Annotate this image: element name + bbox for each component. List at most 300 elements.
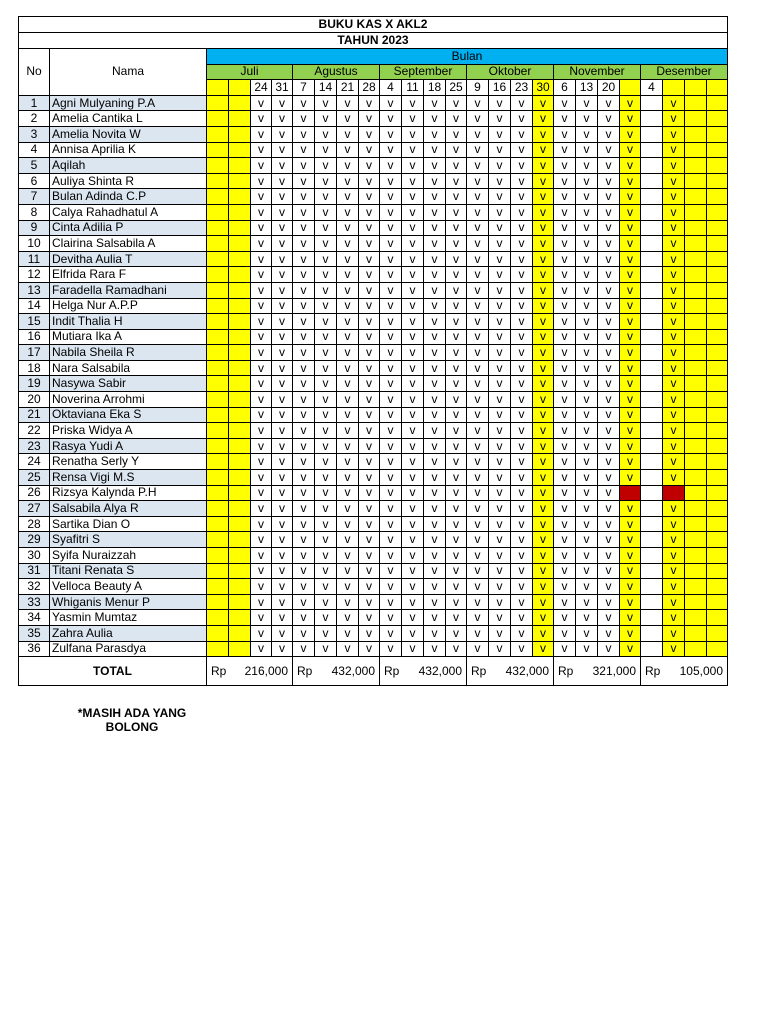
empty-cell <box>207 470 229 486</box>
payment-check: v <box>598 516 620 532</box>
payment-check: v <box>576 501 598 517</box>
payment-check: v <box>293 189 315 205</box>
payment-check: v <box>293 407 315 423</box>
date-header: 23 <box>511 80 533 96</box>
payment-check: v <box>402 251 424 267</box>
payment-check: v <box>533 360 554 376</box>
payment-check: v <box>576 345 598 361</box>
payment-check: v <box>533 267 554 283</box>
payment-check: v <box>576 579 598 595</box>
payment-check: v <box>424 158 446 174</box>
payment-check: v <box>663 314 685 330</box>
table-row <box>19 392 728 408</box>
payment-check: v <box>576 423 598 439</box>
student-name: Salsabila Alya R <box>50 501 207 517</box>
payment-check: v <box>489 126 511 142</box>
date-header: 6 <box>554 80 576 96</box>
row-number: 20 <box>19 392 50 408</box>
empty-cell <box>641 516 663 532</box>
empty-cell <box>707 126 728 142</box>
payment-check: v <box>489 111 511 127</box>
empty-cell <box>685 267 707 283</box>
empty-cell <box>641 111 663 127</box>
row-number: 31 <box>19 563 50 579</box>
student-name: Devitha Aulia T <box>50 251 207 267</box>
empty-cell <box>685 407 707 423</box>
payment-check: v <box>467 641 489 657</box>
payment-check: v <box>663 548 685 564</box>
payment-check: v <box>359 329 380 345</box>
payment-check: v <box>337 267 359 283</box>
payment-check: v <box>620 282 641 298</box>
payment-check: v <box>467 485 489 501</box>
payment-check: v <box>511 579 533 595</box>
payment-check: v <box>620 532 641 548</box>
payment-check: v <box>620 454 641 470</box>
payment-check: v <box>272 251 293 267</box>
payment-check: v <box>380 298 402 314</box>
payment-check: v <box>511 204 533 220</box>
payment-check: v <box>293 360 315 376</box>
student-name: Velloca Beauty A <box>50 579 207 595</box>
payment-check: v <box>620 267 641 283</box>
payment-check: v <box>446 126 467 142</box>
payment-check: v <box>272 189 293 205</box>
payment-check: v <box>576 95 598 111</box>
payment-check: v <box>598 470 620 486</box>
payment-check: v <box>402 579 424 595</box>
empty-cell <box>685 470 707 486</box>
payment-check: v <box>598 126 620 142</box>
payment-check: v <box>380 126 402 142</box>
payment-check: v <box>446 251 467 267</box>
payment-check: v <box>533 158 554 174</box>
payment-check: v <box>533 548 554 564</box>
payment-check: v <box>663 501 685 517</box>
payment-check: v <box>663 360 685 376</box>
empty-cell <box>229 423 251 439</box>
payment-check: v <box>272 610 293 626</box>
payment-check: v <box>554 470 576 486</box>
payment-check: v <box>489 423 511 439</box>
payment-check: v <box>533 111 554 127</box>
empty-cell <box>207 454 229 470</box>
payment-check: v <box>467 126 489 142</box>
payment-check: v <box>467 360 489 376</box>
empty-cell <box>229 579 251 595</box>
payment-check: v <box>576 267 598 283</box>
empty-cell <box>685 345 707 361</box>
payment-check: v <box>467 423 489 439</box>
payment-check: v <box>511 158 533 174</box>
payment-check: v <box>251 298 272 314</box>
payment-check: v <box>620 298 641 314</box>
student-name: Rensa Vigi M.S <box>50 470 207 486</box>
row-number: 30 <box>19 548 50 564</box>
payment-check: v <box>402 454 424 470</box>
empty-cell <box>229 282 251 298</box>
payment-check: v <box>554 516 576 532</box>
payment-check: v <box>554 376 576 392</box>
header-no: No <box>19 49 50 96</box>
payment-check: v <box>446 594 467 610</box>
payment-check: v <box>598 454 620 470</box>
payment-check: v <box>620 189 641 205</box>
empty-cell <box>641 625 663 641</box>
payment-check: v <box>272 485 293 501</box>
payment-check: v <box>663 438 685 454</box>
payment-check: v <box>598 173 620 189</box>
payment-check: v <box>620 204 641 220</box>
payment-check: v <box>663 625 685 641</box>
empty-cell <box>707 454 728 470</box>
payment-check: v <box>511 501 533 517</box>
payment-check: v <box>315 282 337 298</box>
payment-check: v <box>576 392 598 408</box>
payment-check: v <box>293 158 315 174</box>
payment-check: v <box>315 438 337 454</box>
table-row <box>19 314 728 330</box>
empty-cell <box>207 298 229 314</box>
payment-check: v <box>293 610 315 626</box>
table-row <box>19 360 728 376</box>
empty-cell <box>707 220 728 236</box>
student-name: Helga Nur A.P.P <box>50 298 207 314</box>
empty-cell <box>207 563 229 579</box>
payment-check: v <box>380 220 402 236</box>
empty-cell <box>685 641 707 657</box>
payment-check: v <box>467 189 489 205</box>
payment-check: v <box>315 454 337 470</box>
payment-check: v <box>315 423 337 439</box>
empty-cell <box>685 142 707 158</box>
payment-check: v <box>272 376 293 392</box>
payment-check: v <box>337 563 359 579</box>
payment-check: v <box>315 392 337 408</box>
empty-cell <box>707 392 728 408</box>
payment-check: v <box>467 594 489 610</box>
payment-check: v <box>598 376 620 392</box>
payment-check: v <box>380 610 402 626</box>
empty-cell <box>707 329 728 345</box>
empty-cell <box>707 423 728 439</box>
payment-check: v <box>359 392 380 408</box>
payment-check: v <box>554 220 576 236</box>
row-number: 27 <box>19 501 50 517</box>
table-row <box>19 189 728 205</box>
payment-check: v <box>620 501 641 517</box>
empty-cell <box>707 251 728 267</box>
payment-check: v <box>620 438 641 454</box>
empty-cell <box>207 516 229 532</box>
payment-check: v <box>576 548 598 564</box>
month-header: Juli <box>207 64 293 80</box>
payment-check: v <box>598 158 620 174</box>
payment-check: v <box>511 360 533 376</box>
payment-check: v <box>424 236 446 252</box>
empty-cell <box>641 392 663 408</box>
empty-cell <box>641 282 663 298</box>
payment-check: v <box>402 625 424 641</box>
payment-check: v <box>359 158 380 174</box>
month-header: September <box>380 64 467 80</box>
payment-check: v <box>511 236 533 252</box>
payment-check: v <box>446 516 467 532</box>
table-row <box>19 610 728 626</box>
payment-check: v <box>554 594 576 610</box>
row-number: 13 <box>19 282 50 298</box>
payment-check: v <box>337 532 359 548</box>
payment-check: v <box>337 485 359 501</box>
payment-check: v <box>402 641 424 657</box>
payment-check: v <box>293 516 315 532</box>
student-name: Elfrida Rara F <box>50 267 207 283</box>
row-number: 12 <box>19 267 50 283</box>
payment-check: v <box>359 407 380 423</box>
payment-check: v <box>489 236 511 252</box>
payment-check: v <box>446 142 467 158</box>
payment-check: v <box>424 454 446 470</box>
payment-check: v <box>251 532 272 548</box>
payment-check: v <box>663 470 685 486</box>
payment-check: v <box>598 345 620 361</box>
empty-cell <box>641 548 663 564</box>
payment-check: v <box>489 220 511 236</box>
table-row <box>19 95 728 111</box>
payment-check: v <box>598 298 620 314</box>
total-amount: 432,000 <box>505 663 549 678</box>
empty-cell <box>207 282 229 298</box>
payment-check: v <box>402 95 424 111</box>
empty-cell <box>207 126 229 142</box>
payment-check: v <box>663 329 685 345</box>
payment-check: v <box>446 641 467 657</box>
payment-check: v <box>620 126 641 142</box>
date-header <box>229 80 251 96</box>
payment-check: v <box>293 314 315 330</box>
empty-cell <box>685 329 707 345</box>
payment-check: v <box>337 516 359 532</box>
payment-check: v <box>293 625 315 641</box>
empty-cell <box>229 126 251 142</box>
payment-check: v <box>272 345 293 361</box>
student-name: Zahra Aulia <box>50 625 207 641</box>
empty-cell <box>707 485 728 501</box>
sheet-year: TAHUN 2023 <box>19 33 728 49</box>
empty-cell <box>707 142 728 158</box>
payment-check: v <box>554 142 576 158</box>
empty-cell <box>641 267 663 283</box>
row-number: 19 <box>19 376 50 392</box>
payment-check: v <box>293 376 315 392</box>
payment-check: v <box>576 126 598 142</box>
payment-check: v <box>446 173 467 189</box>
payment-check: v <box>337 625 359 641</box>
empty-cell <box>229 189 251 205</box>
payment-check: v <box>511 625 533 641</box>
empty-cell <box>707 236 728 252</box>
table-row <box>19 423 728 439</box>
payment-check: v <box>598 625 620 641</box>
empty-cell <box>229 267 251 283</box>
date-header: 20 <box>598 80 620 96</box>
payment-check: v <box>402 220 424 236</box>
payment-check: v <box>315 579 337 595</box>
payment-check: v <box>511 173 533 189</box>
payment-check: v <box>663 516 685 532</box>
payment-check: v <box>272 298 293 314</box>
payment-check: v <box>337 158 359 174</box>
student-name: Rasya Yudi A <box>50 438 207 454</box>
payment-check: v <box>251 314 272 330</box>
payment-check: v <box>663 407 685 423</box>
payment-check: v <box>402 345 424 361</box>
payment-check: v <box>576 485 598 501</box>
row-number: 32 <box>19 579 50 595</box>
payment-check: v <box>489 563 511 579</box>
payment-check: v <box>489 594 511 610</box>
empty-cell <box>207 158 229 174</box>
payment-check: v <box>293 470 315 486</box>
payment-check: v <box>359 345 380 361</box>
payment-check: v <box>620 329 641 345</box>
payment-check: v <box>598 423 620 439</box>
payment-check: v <box>620 314 641 330</box>
payment-check: v <box>511 641 533 657</box>
payment-check: v <box>446 563 467 579</box>
payment-check: v <box>511 516 533 532</box>
payment-check: v <box>337 329 359 345</box>
payment-check: v <box>489 548 511 564</box>
payment-check: v <box>576 360 598 376</box>
payment-check: v <box>554 423 576 439</box>
payment-check: v <box>359 485 380 501</box>
empty-cell <box>641 360 663 376</box>
row-number: 5 <box>19 158 50 174</box>
payment-check: v <box>424 173 446 189</box>
payment-check: v <box>620 251 641 267</box>
row-number: 24 <box>19 454 50 470</box>
student-name: Rizsya Kalynda P.H <box>50 485 207 501</box>
payment-check: v <box>402 470 424 486</box>
payment-check: v <box>446 532 467 548</box>
student-name: Amelia Cantika L <box>50 111 207 127</box>
payment-check: v <box>489 204 511 220</box>
payment-check: v <box>620 563 641 579</box>
empty-cell <box>207 142 229 158</box>
payment-check: v <box>315 360 337 376</box>
payment-check: v <box>467 392 489 408</box>
payment-check: v <box>598 392 620 408</box>
payment-check: v <box>446 610 467 626</box>
payment-check: v <box>663 282 685 298</box>
payment-check: v <box>337 501 359 517</box>
payment-check: v <box>402 282 424 298</box>
payment-check: v <box>663 189 685 205</box>
payment-check: v <box>359 267 380 283</box>
payment-check: v <box>251 594 272 610</box>
payment-check: v <box>272 314 293 330</box>
payment-check: v <box>598 251 620 267</box>
payment-check: v <box>251 329 272 345</box>
payment-check: v <box>598 548 620 564</box>
payment-check: v <box>424 95 446 111</box>
month-total <box>641 657 728 686</box>
payment-check: v <box>598 641 620 657</box>
student-name: Whiganis Menur P <box>50 594 207 610</box>
payment-check: v <box>251 563 272 579</box>
empty-cell <box>229 95 251 111</box>
payment-check: v <box>467 532 489 548</box>
payment-check: v <box>511 282 533 298</box>
payment-check: v <box>489 314 511 330</box>
payment-check: v <box>251 189 272 205</box>
empty-cell <box>707 189 728 205</box>
payment-check: v <box>315 267 337 283</box>
payment-check: v <box>533 641 554 657</box>
payment-check: v <box>533 438 554 454</box>
payment-check: v <box>251 236 272 252</box>
payment-check: v <box>251 485 272 501</box>
table-row <box>19 329 728 345</box>
payment-check: v <box>337 95 359 111</box>
payment-check: v <box>511 251 533 267</box>
payment-check: v <box>554 501 576 517</box>
total-label: TOTAL <box>19 657 207 686</box>
payment-check: v <box>337 454 359 470</box>
payment-check: v <box>315 407 337 423</box>
payment-check: v <box>598 282 620 298</box>
payment-check: v <box>424 126 446 142</box>
date-header: 11 <box>402 80 424 96</box>
empty-cell <box>207 95 229 111</box>
payment-check: v <box>337 189 359 205</box>
date-header <box>663 80 685 96</box>
empty-cell <box>207 189 229 205</box>
payment-check: v <box>446 189 467 205</box>
date-header: 13 <box>576 80 598 96</box>
payment-check: v <box>554 111 576 127</box>
date-header: 28 <box>359 80 380 96</box>
payment-check: v <box>359 298 380 314</box>
payment-check: v <box>663 173 685 189</box>
payment-check: v <box>380 376 402 392</box>
payment-check: v <box>511 95 533 111</box>
payment-check: v <box>293 548 315 564</box>
empty-cell <box>207 236 229 252</box>
table-row <box>19 345 728 361</box>
payment-check: v <box>511 345 533 361</box>
payment-check: v <box>511 454 533 470</box>
payment-check: v <box>446 360 467 376</box>
payment-check: v <box>380 516 402 532</box>
empty-cell <box>207 267 229 283</box>
row-number: 33 <box>19 594 50 610</box>
payment-check: v <box>620 594 641 610</box>
empty-cell <box>641 594 663 610</box>
payment-check: v <box>511 189 533 205</box>
payment-check: v <box>554 407 576 423</box>
payment-check: v <box>533 298 554 314</box>
payment-check: v <box>424 407 446 423</box>
payment-check: v <box>337 126 359 142</box>
payment-check: v <box>251 111 272 127</box>
empty-cell <box>685 126 707 142</box>
payment-check: v <box>467 251 489 267</box>
empty-cell <box>229 111 251 127</box>
payment-check: v <box>620 360 641 376</box>
payment-check: v <box>446 298 467 314</box>
